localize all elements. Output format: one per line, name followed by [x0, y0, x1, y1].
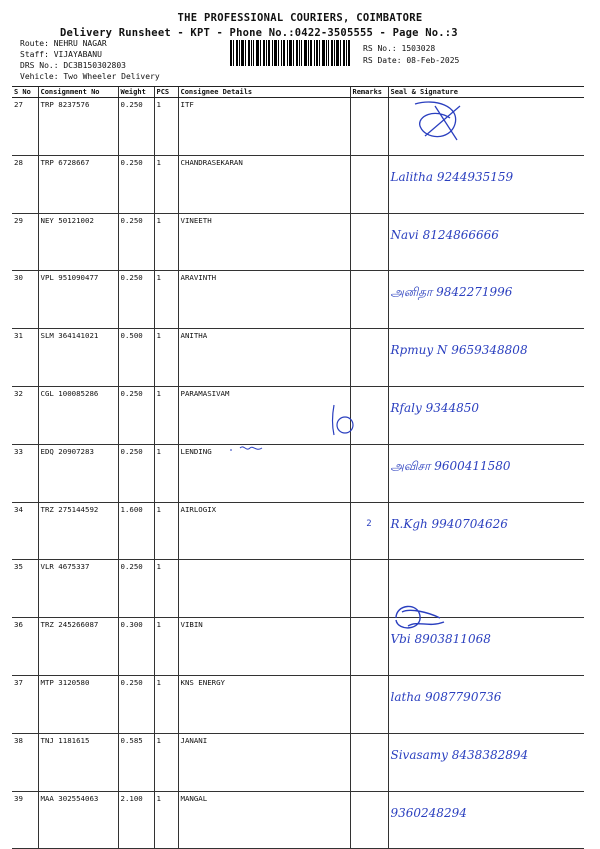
col-consignment: Consignment No — [38, 87, 118, 98]
vehicle-label: Vehicle: Two Wheeler Delivery — [20, 72, 160, 81]
cell-pcs: 1 — [154, 791, 178, 849]
table-row — [12, 329, 584, 387]
cell-weight: 0.250 — [118, 675, 154, 733]
cell-consignment: TRZ 245266087 — [38, 618, 118, 676]
signature-scribble-39 — [388, 598, 448, 638]
cell-weight: 0.250 — [118, 271, 154, 329]
cell-remarks — [350, 213, 388, 271]
cell-consignment: MTP 3120580 — [38, 675, 118, 733]
cell-sno: 29 — [12, 213, 38, 271]
route-label: Route: NEHRU NAGAR — [20, 39, 107, 48]
cell-weight: 0.500 — [118, 329, 154, 387]
runsheet-subtitle: Delivery Runsheet - KPT - Phone No.:0422-3505555 - Page No.:3 — [60, 27, 458, 39]
cell-seal: Sivasamy 8438382894 — [388, 733, 584, 791]
cell-pcs: 1 — [154, 675, 178, 733]
cell-sno: 28 — [12, 155, 38, 213]
cell-weight: 0.250 — [118, 155, 154, 213]
cell-pcs: 1 — [154, 98, 178, 156]
table-row — [12, 675, 584, 733]
cell-pcs: 1 — [154, 444, 178, 502]
table-row — [12, 271, 584, 329]
cell-remarks: 2 — [350, 502, 388, 560]
table-row — [12, 386, 584, 444]
cell-weight: 0.250 — [118, 560, 154, 618]
company-title: THE PROFESSIONAL COURIERS, COIMBATORE — [177, 12, 423, 24]
table-row — [12, 560, 584, 618]
cell-pcs: 1 — [154, 618, 178, 676]
cell-consignment: VLR 4675337 — [38, 560, 118, 618]
col-remarks: Remarks — [350, 87, 388, 98]
cell-pcs: 1 — [154, 386, 178, 444]
rs-date: RS Date: 08-Feb-2025 — [363, 56, 460, 65]
cell-consignment: SLM 364141021 — [38, 329, 118, 387]
cell-weight: 2.100 — [118, 791, 154, 849]
table-row — [12, 98, 584, 156]
table-row — [12, 444, 584, 502]
cell-seal: Navi 8124866666 — [388, 213, 584, 271]
staff-label: Staff: VIJAYABANU — [20, 50, 102, 59]
cell-pcs: 1 — [154, 733, 178, 791]
cell-consignee: CHANDRASEKARAN — [178, 155, 350, 213]
table-row — [12, 733, 584, 791]
cell-sno: 34 — [12, 502, 38, 560]
cell-consignment: MAA 302554063 — [38, 791, 118, 849]
cell-consignee: ANITHA — [178, 329, 350, 387]
cell-seal: R.Kgh 9940704626 — [388, 502, 584, 560]
cell-pcs: 1 — [154, 560, 178, 618]
remark-stamp-34 — [328, 401, 358, 439]
cell-remarks — [350, 444, 388, 502]
cell-consignment: TNJ 1181615 — [38, 733, 118, 791]
cell-seal: Lalitha 9244935159 — [388, 155, 584, 213]
cell-seal: அவிசா 9600411580 — [388, 444, 584, 502]
cell-pcs: 1 — [154, 213, 178, 271]
table-row — [12, 618, 584, 676]
cell-consignee: MANGAL — [178, 791, 350, 849]
barcode — [230, 40, 350, 66]
cell-consignment: CGL 100085286 — [38, 386, 118, 444]
cell-consignment: TRZ 275144592 — [38, 502, 118, 560]
table-row — [12, 155, 584, 213]
table-row — [12, 213, 584, 271]
cell-sno: 37 — [12, 675, 38, 733]
cell-seal: Rfaly 9344850 — [388, 386, 584, 444]
cell-consignment: EDQ 20907283 — [38, 444, 118, 502]
scribble-35 — [228, 440, 268, 456]
cell-remarks — [350, 155, 388, 213]
cell-pcs: 1 — [154, 502, 178, 560]
cell-consignee — [178, 560, 350, 618]
cell-weight: 0.250 — [118, 98, 154, 156]
col-weight: Weight — [118, 87, 154, 98]
table-header-row — [12, 87, 584, 98]
cell-pcs: 1 — [154, 155, 178, 213]
cell-weight: 0.250 — [118, 213, 154, 271]
rs-number: RS No.: 1503028 — [363, 44, 436, 53]
cell-pcs: 1 — [154, 271, 178, 329]
cell-weight: 0.250 — [118, 444, 154, 502]
col-sno: S No — [12, 87, 38, 98]
cell-sno: 36 — [12, 618, 38, 676]
cell-seal: அனிதா 9842271996 — [388, 271, 584, 329]
cell-remarks — [350, 560, 388, 618]
cell-seal: latha 9087790736 — [388, 675, 584, 733]
cell-consignee: ARAVINTH — [178, 271, 350, 329]
cell-weight: 0.300 — [118, 618, 154, 676]
cell-seal: 9360248294 — [388, 791, 584, 849]
cell-consignee: KNS ENERGY — [178, 675, 350, 733]
cell-remarks — [350, 618, 388, 676]
cell-weight: 1.600 — [118, 502, 154, 560]
cell-sno: 31 — [12, 329, 38, 387]
cell-seal: Rpmuy N 9659348808 — [388, 329, 584, 387]
cell-pcs: 1 — [154, 329, 178, 387]
drs-number: DRS No.: DC3B150302803 — [20, 61, 126, 70]
cell-seal: Vbi 8903811068 — [388, 618, 584, 676]
cell-remarks — [350, 329, 388, 387]
cell-sno: 30 — [12, 271, 38, 329]
cell-consignee: JANANI — [178, 733, 350, 791]
cell-consignee: PARAMASIVAM — [178, 386, 350, 444]
cell-sno: 33 — [12, 444, 38, 502]
cell-consignee: ITF — [178, 98, 350, 156]
cell-consignee: LENDING — [178, 444, 350, 502]
cell-consignment: VPL 951090477 — [38, 271, 118, 329]
cell-sno: 39 — [12, 791, 38, 849]
col-pcs: PCS — [154, 87, 178, 98]
col-seal-signature: Seal & Signature — [388, 87, 584, 98]
table-row — [12, 502, 584, 560]
cell-remarks — [350, 98, 388, 156]
cell-weight: 0.585 — [118, 733, 154, 791]
cell-consignment: TRP 8237576 — [38, 98, 118, 156]
cell-consignee: VIBIN — [178, 618, 350, 676]
cell-remarks — [350, 675, 388, 733]
cell-consignment: NEY 50121002 — [38, 213, 118, 271]
cell-sno: 38 — [12, 733, 38, 791]
cell-weight: 0.250 — [118, 386, 154, 444]
signature-scribble-27 — [405, 96, 475, 146]
cell-sno: 32 — [12, 386, 38, 444]
cell-remarks — [350, 271, 388, 329]
cell-remarks — [350, 733, 388, 791]
runsheet-table — [12, 86, 584, 849]
cell-sno: 35 — [12, 560, 38, 618]
col-consignee: Consignee Details — [178, 87, 350, 98]
cell-sno: 27 — [12, 98, 38, 156]
cell-consignee: AIRLOGIX — [178, 502, 350, 560]
cell-consignment: TRP 6728667 — [38, 155, 118, 213]
cell-consignee: VINEETH — [178, 213, 350, 271]
